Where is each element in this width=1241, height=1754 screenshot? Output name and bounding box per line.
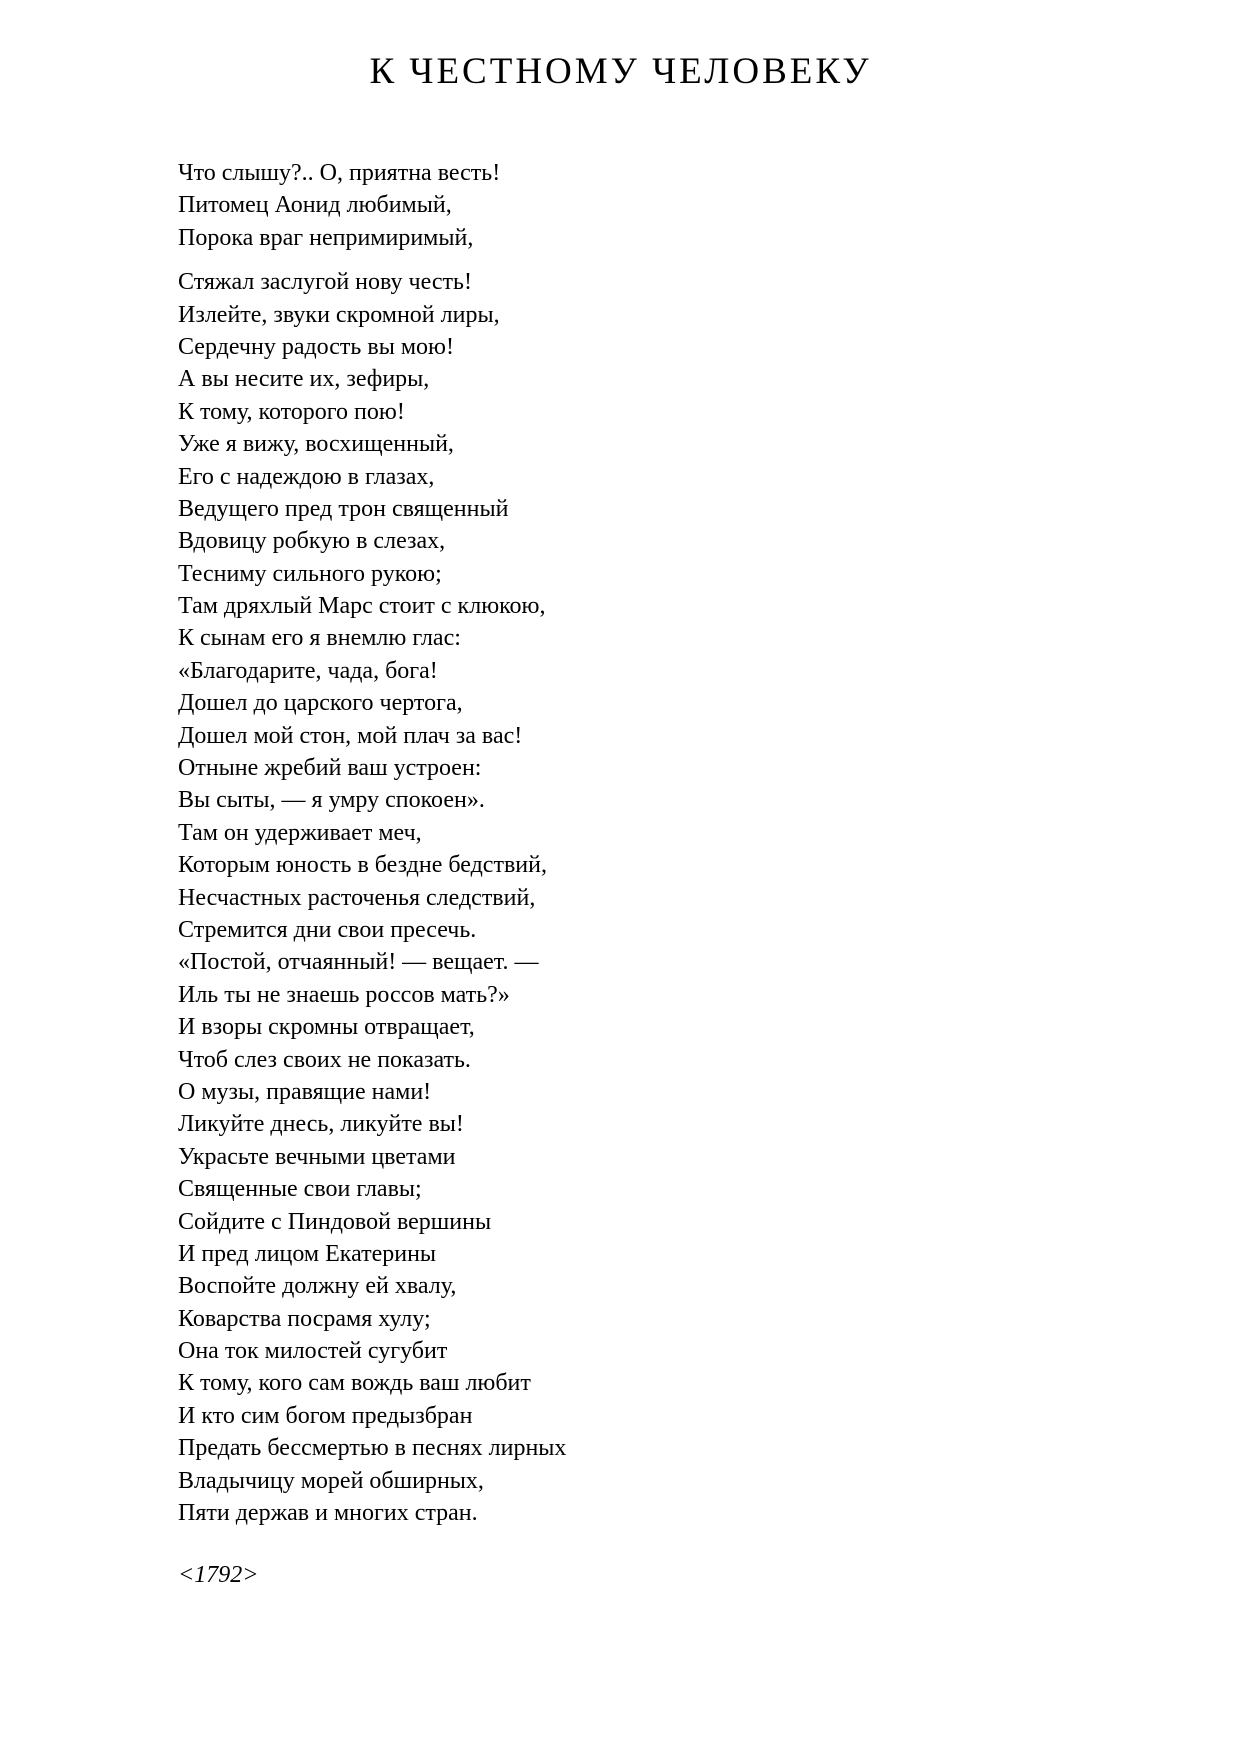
poem-line: Отныне жребий ваш устроен:: [178, 755, 482, 782]
poem-title: К ЧЕСТНОМУ ЧЕЛОВЕКУ: [369, 51, 872, 92]
poem-line: Несчастных расточенья следствий,: [178, 884, 536, 911]
poem-line: Ведущего пред трон священный: [178, 495, 509, 522]
poem-line: Иль ты не знаешь россов мать?»: [178, 981, 510, 1008]
poem-line: Сердечну радость вы мою!: [178, 333, 454, 360]
poem-line: Дошел до царского чертога,: [178, 690, 463, 717]
poem-line: Коварства посрамя хулу;: [178, 1305, 431, 1332]
stanza-2: [178, 266, 1078, 1529]
poem-line: Она ток милостей сугубит: [178, 1338, 448, 1365]
poem-line: Чтоб слез своих не показать.: [178, 1046, 471, 1073]
poem-line: Уже я вижу, восхищенный,: [178, 431, 454, 458]
poem-line: К сынам его я внемлю глас:: [178, 625, 461, 652]
poem-body: [178, 157, 1078, 1529]
poem-line: Священные свои главы;: [178, 1176, 422, 1203]
poem-line: И взоры скромны отвращает,: [178, 1014, 475, 1041]
poem-line: Сойдите с Пиндовой вершины: [178, 1208, 492, 1235]
poem-line: К тому, которого пою!: [178, 398, 405, 425]
poem-line: Владычицу морей обширных,: [178, 1467, 484, 1494]
poem-line: Что слышу?.. О, приятна весть!: [178, 160, 501, 186]
poem-line: Там дряхлый Марс стоит с клюкою,: [178, 593, 546, 620]
poem-line: Тесниму сильного рукою;: [178, 560, 442, 587]
stanza-1: [178, 157, 1078, 254]
poem-line: Порока враг непримиримый,: [178, 224, 474, 251]
poem-line: К тому, кого сам вождь ваш любит: [178, 1370, 531, 1397]
poem-line: И пред лицом Екатерины: [178, 1240, 437, 1267]
poem-line: Его с надеждою в глазах,: [178, 463, 435, 490]
poem-line: Пяти держав и многих стран.: [178, 1500, 478, 1527]
poem-line: Излейте, звуки скромной лиры,: [178, 301, 500, 328]
poem-line: Предать бессмертью в песнях лирных: [178, 1435, 567, 1462]
poem-line: Там он удерживает меч,: [178, 819, 422, 846]
poem-line: «Постой, отчаянный! — вещает. —: [178, 949, 539, 976]
poem-line: И кто сим богом предызбран: [178, 1402, 473, 1429]
poem-line: Ликуйте днесь, ликуйте вы!: [178, 1111, 464, 1138]
poem-line: Вдовицу робкую в слезах,: [178, 528, 446, 555]
poem-line: «Благодарите, чада, бога!: [178, 657, 438, 684]
poem-line: Которым юность в бездне бедствий,: [178, 852, 547, 879]
poem-line: Стяжал заслугой нову честь!: [178, 269, 472, 296]
poem-line: Питомец Аонид любимый,: [178, 192, 452, 219]
poem-line: Воспойте должну ей хвалу,: [178, 1273, 457, 1300]
poem-date: <1792>: [178, 1562, 259, 1588]
poem-line: А вы несите их, зефиры,: [178, 366, 430, 393]
poem-line: Дошел мой стон, мой плач за вас!: [178, 722, 523, 749]
poem-line: Украсьте вечными цветами: [178, 1143, 456, 1170]
poem-line: Вы сыты, — я умру спокоен».: [178, 787, 485, 814]
poem-line: О музы, правящие нами!: [178, 1078, 432, 1105]
poem-line: Стремится дни свои пресечь.: [178, 916, 477, 943]
